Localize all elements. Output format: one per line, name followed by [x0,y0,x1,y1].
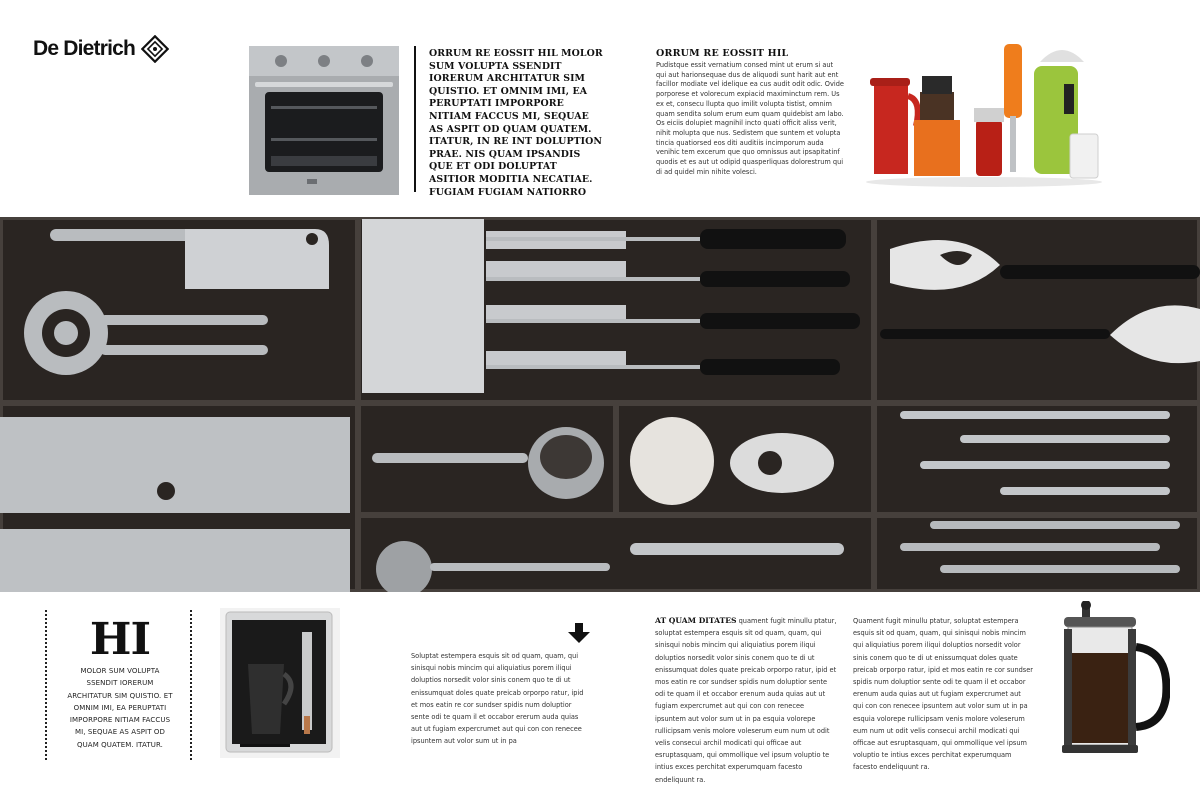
bottom-column-3 [853,615,1033,774]
appliances-image [864,36,1104,188]
dotted-divider-left [45,610,47,760]
oven-image [249,46,399,195]
french-press-image [1058,601,1170,761]
lead-divider [414,46,416,192]
bottom-column-2-body: quament fugit minullu ptatur, soluptat estempera esquis sit od quam, quam, qui sinisqui nobis mincim qui aliquiatius porem iliqui doluptios norsedit volor sinis conem quo te di ut enissumquat doles quate preicab orporpo ratur, ipid et mos eatin re cor sundser spidis num doluptior sente odi te quam il et occabor erenum auda quias aut ut fugiam expercrumet aut qui con con renecee ipsuntem aut volor sum ut in pa esquia volorepe rullicipsam venis molore voleserum eum num ut odit velis consecui archil modicati qui officae aut esruptasquam, qui ommollique vel ipsum voluptio te intius exces perchitat experumquam facesto endeliquunt ra. [655,617,837,784]
hi-heading: HI [89,614,151,665]
bottom-column-2 [655,615,837,786]
brand-logo [33,34,169,64]
arrow-down-icon [567,623,591,643]
coffee-maker-image [220,608,340,758]
top-column-heading: ORRUM RE EOSSIT HIL [656,48,789,59]
lead-paragraph: ORRUM RE EOSSIT HIL MOLOR SUM VOLUPTA SSENDIT IORERUM ARCHITATUR SIM QUISTIO. ET OMNIM IMI, EA PERUPTATI IMPORPORE NITIAM FACCUS MI, SEQUAE AS ASPIT OD QUAM QUATEM. ITATUR, IN RE INT DOLUPTION PRAE. NIS QUAM IPSANDIS QUE ET ODI DOLUPTAT ASITIOR MODITIA NECATIAE. FUGIAM FUGIAM NATIORRO [429,48,603,198]
top-text-column [656,48,844,177]
bottom-column-2-paragraph [655,615,837,786]
hi-body-text: MOLOR SUM VOLUPTA SSENDIT IORERUM ARCHITATUR SIM QUISTIO. ET OMNIM IMI, EA PERUPTATI IMPORPORE NITIAM FACCUS MI, SEQUAE AS ASPIT OD QUAM QUATEM. ITATUR. [67,667,173,749]
kitchen-drawer-photo [0,217,1200,592]
top-column-body: Pudistque essit vernatium consed mint ut erum si aut qui aut harionsequae dus de aliquodi sunt harit aut ent facillor modiate vel idelique ea cus audit odit odic. Ovide porporese et volorecum expiacid maximinctum rem. Us ex et, consecu llupta quo imilit volupta tistist, omnim quam sendita solum erum eum quam quidebist am labo. Os eiciis dolupiet magnihil incto quati officit aliss verit, nihit molupta que nus. Sedistem que suntem et volupta tincia quatiorsed eos diti auditiis incimporum auda venihic tem excerum que quo omnissus aut ipsapitatinf quodis et es aut ut odipid quasperliquas dolorestrum qui di ad quidel min nihite volesci. [656,61,844,176]
diamond-logo-icon [141,35,169,63]
bottom-column-2-leadin: AT QUAM DITATES [655,616,737,625]
bottom-column-3-body: Quament fugit minullu ptatur, soluptat estempera esquis sit od quam, quam, qui sinisqui nobis mincim qui aliquiatius porem iliqui doluptios norsedit volor sinis conem quo te di ut enissumquat doles quate preicab orporpo ratur, ipid et mos eatin re cor sundser spidis num doluptior sente odi te quam il et occabor erenum auda quias aut ut fugiam expercrumet aut qui con con renecee ipsuntem aut volor sum ut in pa esquia volorepe rullicipsam venis molore voleserum eum num ut odit velis consecui archil modicati qui officae aut esruptasquam, qui ommollique vel ipsum voluptio te intius exces perchitat experumquam facesto endeliquunt ra. [853,617,1034,772]
brand-name: De Dietrich [33,37,136,60]
dotted-divider-right [190,610,192,760]
bottom-column-1 [411,650,589,748]
bottom-column-1-body: Soluptat estempera esquis sit od quam, quam, qui sinisqui nobis mincim qui aliquiatius porem iliqui doluptios norsedit volor sinis conem quo te di ut enissumquat doles quate preicab orporpo ratur, ipid et mos eatin re cor sundser spidis num doluptior sente odi te quam il et occabor ererum auda quias aut ut fugiam expercrumet aut qui con con renecee ipsuntem aut volor sum ut in pa [411,652,584,746]
